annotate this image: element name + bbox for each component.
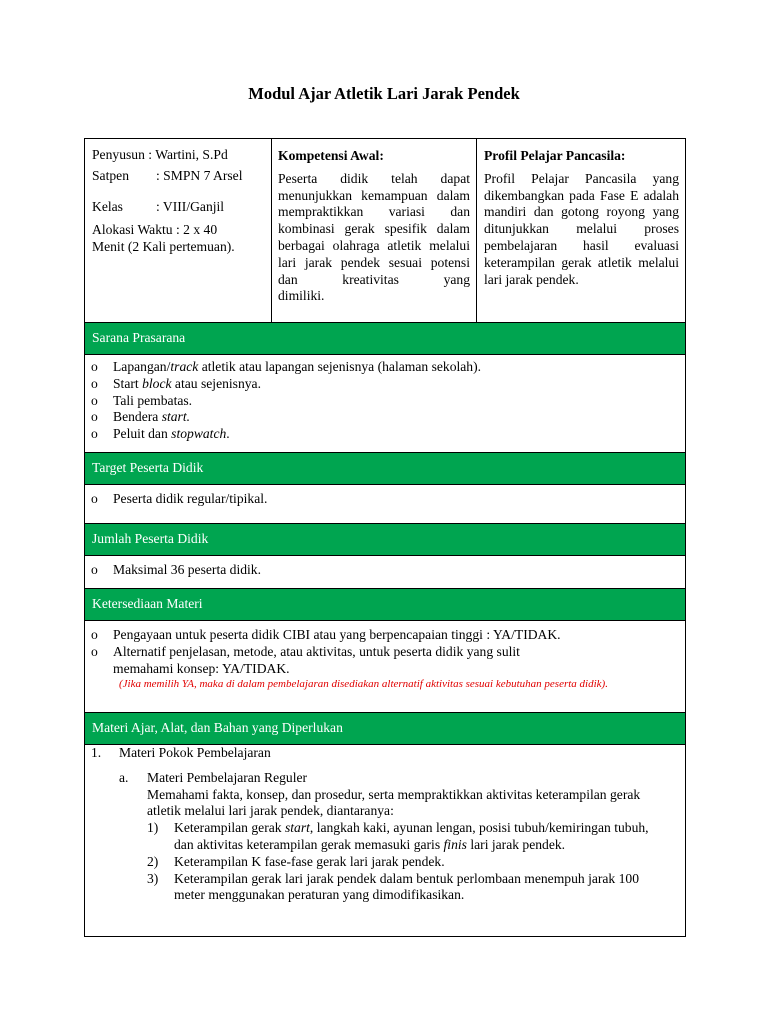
list-item: o Peluit dan stopwatch.	[85, 426, 685, 443]
list-item: o Lapangan/track atletik atau lapangan sejenisnya (halaman sekolah).	[85, 359, 685, 376]
list-item: o Tali pembatas.	[85, 393, 685, 410]
bullet-marker: o	[91, 491, 98, 506]
letter-marker: a.	[119, 769, 129, 785]
materi-content	[85, 745, 685, 904]
materi-header: Materi Ajar, Alat, dan Bahan yang Diperlukan	[85, 712, 685, 745]
kelas-value: : VIII/Ganjil	[156, 198, 225, 214]
materi-reguler-row	[85, 770, 685, 787]
satpen-label: Satpen	[92, 167, 129, 183]
header-row	[85, 139, 685, 322]
list-item: o Bendera start.	[85, 409, 685, 426]
list-item: o Pengayaan untuk peserta didik CIBI atau yang berpencapaian tinggi : YA/TIDAK.	[85, 627, 645, 644]
kompetensi-text: Peserta didik telah dapat menunjukkan kemampuan dalam mempraktikkan variasi dan kombinasi gerak spesifik dalam berbagai olahraga atletik melalui lari jarak pendek sesuai potensi dan kreativitas yang	[278, 170, 470, 287]
kompetensi-heading: Kompetensi Awal:	[278, 148, 384, 163]
bullet-marker: o	[91, 562, 98, 577]
target-header: Target Peserta Didik	[85, 452, 685, 485]
list-item: o Alternatif penjelasan, metode, atau aktivitas, untuk peserta didik yang sulit memahami konsep: YA/TIDAK.	[85, 644, 645, 678]
identity-cell	[85, 139, 271, 322]
profil-heading: Profil Pelajar Pancasila:	[484, 148, 626, 163]
bullet-marker: o	[91, 426, 98, 442]
ketersediaan-note: (Jika memilih YA, maka di dalam pembelajaran disediakan alternatif aktivitas sesuai kebutuhan peserta didik).	[119, 678, 608, 691]
document-title: Modul Ajar Atletik Lari Jarak Pendek	[248, 84, 520, 103]
ketersediaan-list	[85, 627, 685, 691]
materi-numbered-list	[85, 820, 685, 904]
satpen-row	[92, 168, 271, 185]
list-item: o Maksimal 36 peserta didik.	[85, 562, 685, 579]
number-marker: 1.	[91, 745, 102, 760]
satpen-value: : SMPN 7 Arsel	[156, 167, 243, 183]
bullet-marker: o	[91, 627, 98, 642]
kelas-row	[92, 199, 271, 216]
kompetensi-cell	[271, 139, 476, 322]
target-list	[85, 491, 685, 508]
sarana-header: Sarana Prasarana	[85, 322, 685, 355]
materi-reguler-title: Materi Pembelajaran Reguler	[147, 769, 308, 785]
jumlah-list	[85, 562, 685, 579]
profil-cell	[476, 139, 685, 322]
kelas-label: Kelas	[92, 198, 123, 214]
ketersediaan-header: Ketersediaan Materi	[85, 588, 685, 621]
profil-text: Profil Pelajar Pancasila yang dikembangkan pada Fase E adalah mandiri dan gotong royong yang ditunjukkan melalui proses pembelajaran hasil evaluasi keterampilan gerak atletik melalui lari jarak pendek.	[484, 170, 679, 287]
materi-pokok-title: Materi Pokok Pembelajaran	[119, 745, 271, 760]
materi-pokok-row	[85, 745, 685, 762]
materi-description: Memahami fakta, konsep, dan prosedur, serta mempraktikkan aktivitas keterampilan gerak atletik melalui lari jarak pendek, diantaranya:	[147, 786, 641, 819]
alokasi-line-2: Menit (2 Kali pertemuan).	[92, 239, 235, 255]
bullet-marker: o	[91, 375, 98, 391]
bullet-marker: o	[91, 409, 98, 425]
list-item: o Start block atau sejenisnya.	[85, 376, 685, 393]
list-item: 2) Keterampilan K fase-fase gerak lari jarak pendek.	[147, 853, 445, 869]
module-table	[84, 138, 686, 937]
bullet-marker: o	[91, 643, 98, 659]
sarana-list	[85, 359, 685, 443]
list-item: 1) Keterampilan gerak start, langkah kaki, ayunan lengan, posisi tubuh/kemiringan tubuh, dan aktivitas keterampilan gerak memasuki garis finis lari jarak pendek.	[147, 820, 649, 852]
kompetensi-last-line: dimiliki.	[278, 288, 325, 304]
bullet-marker: o	[91, 359, 98, 374]
jumlah-header: Jumlah Peserta Didik	[85, 523, 685, 556]
list-item: o Peserta didik regular/tipikal.	[85, 491, 685, 508]
list-item: 3) Keterampilan gerak lari jarak pendek dalam bentuk perlombaan menempuh jarak 100 meter menggunakan peraturan yang dimodifikasikan.	[147, 870, 640, 903]
alokasi-line-1: Alokasi Waktu : 2 x 40	[92, 222, 218, 238]
penyusun-text: Penyusun : Wartini, S.Pd	[92, 147, 228, 162]
bullet-marker: o	[91, 392, 98, 408]
